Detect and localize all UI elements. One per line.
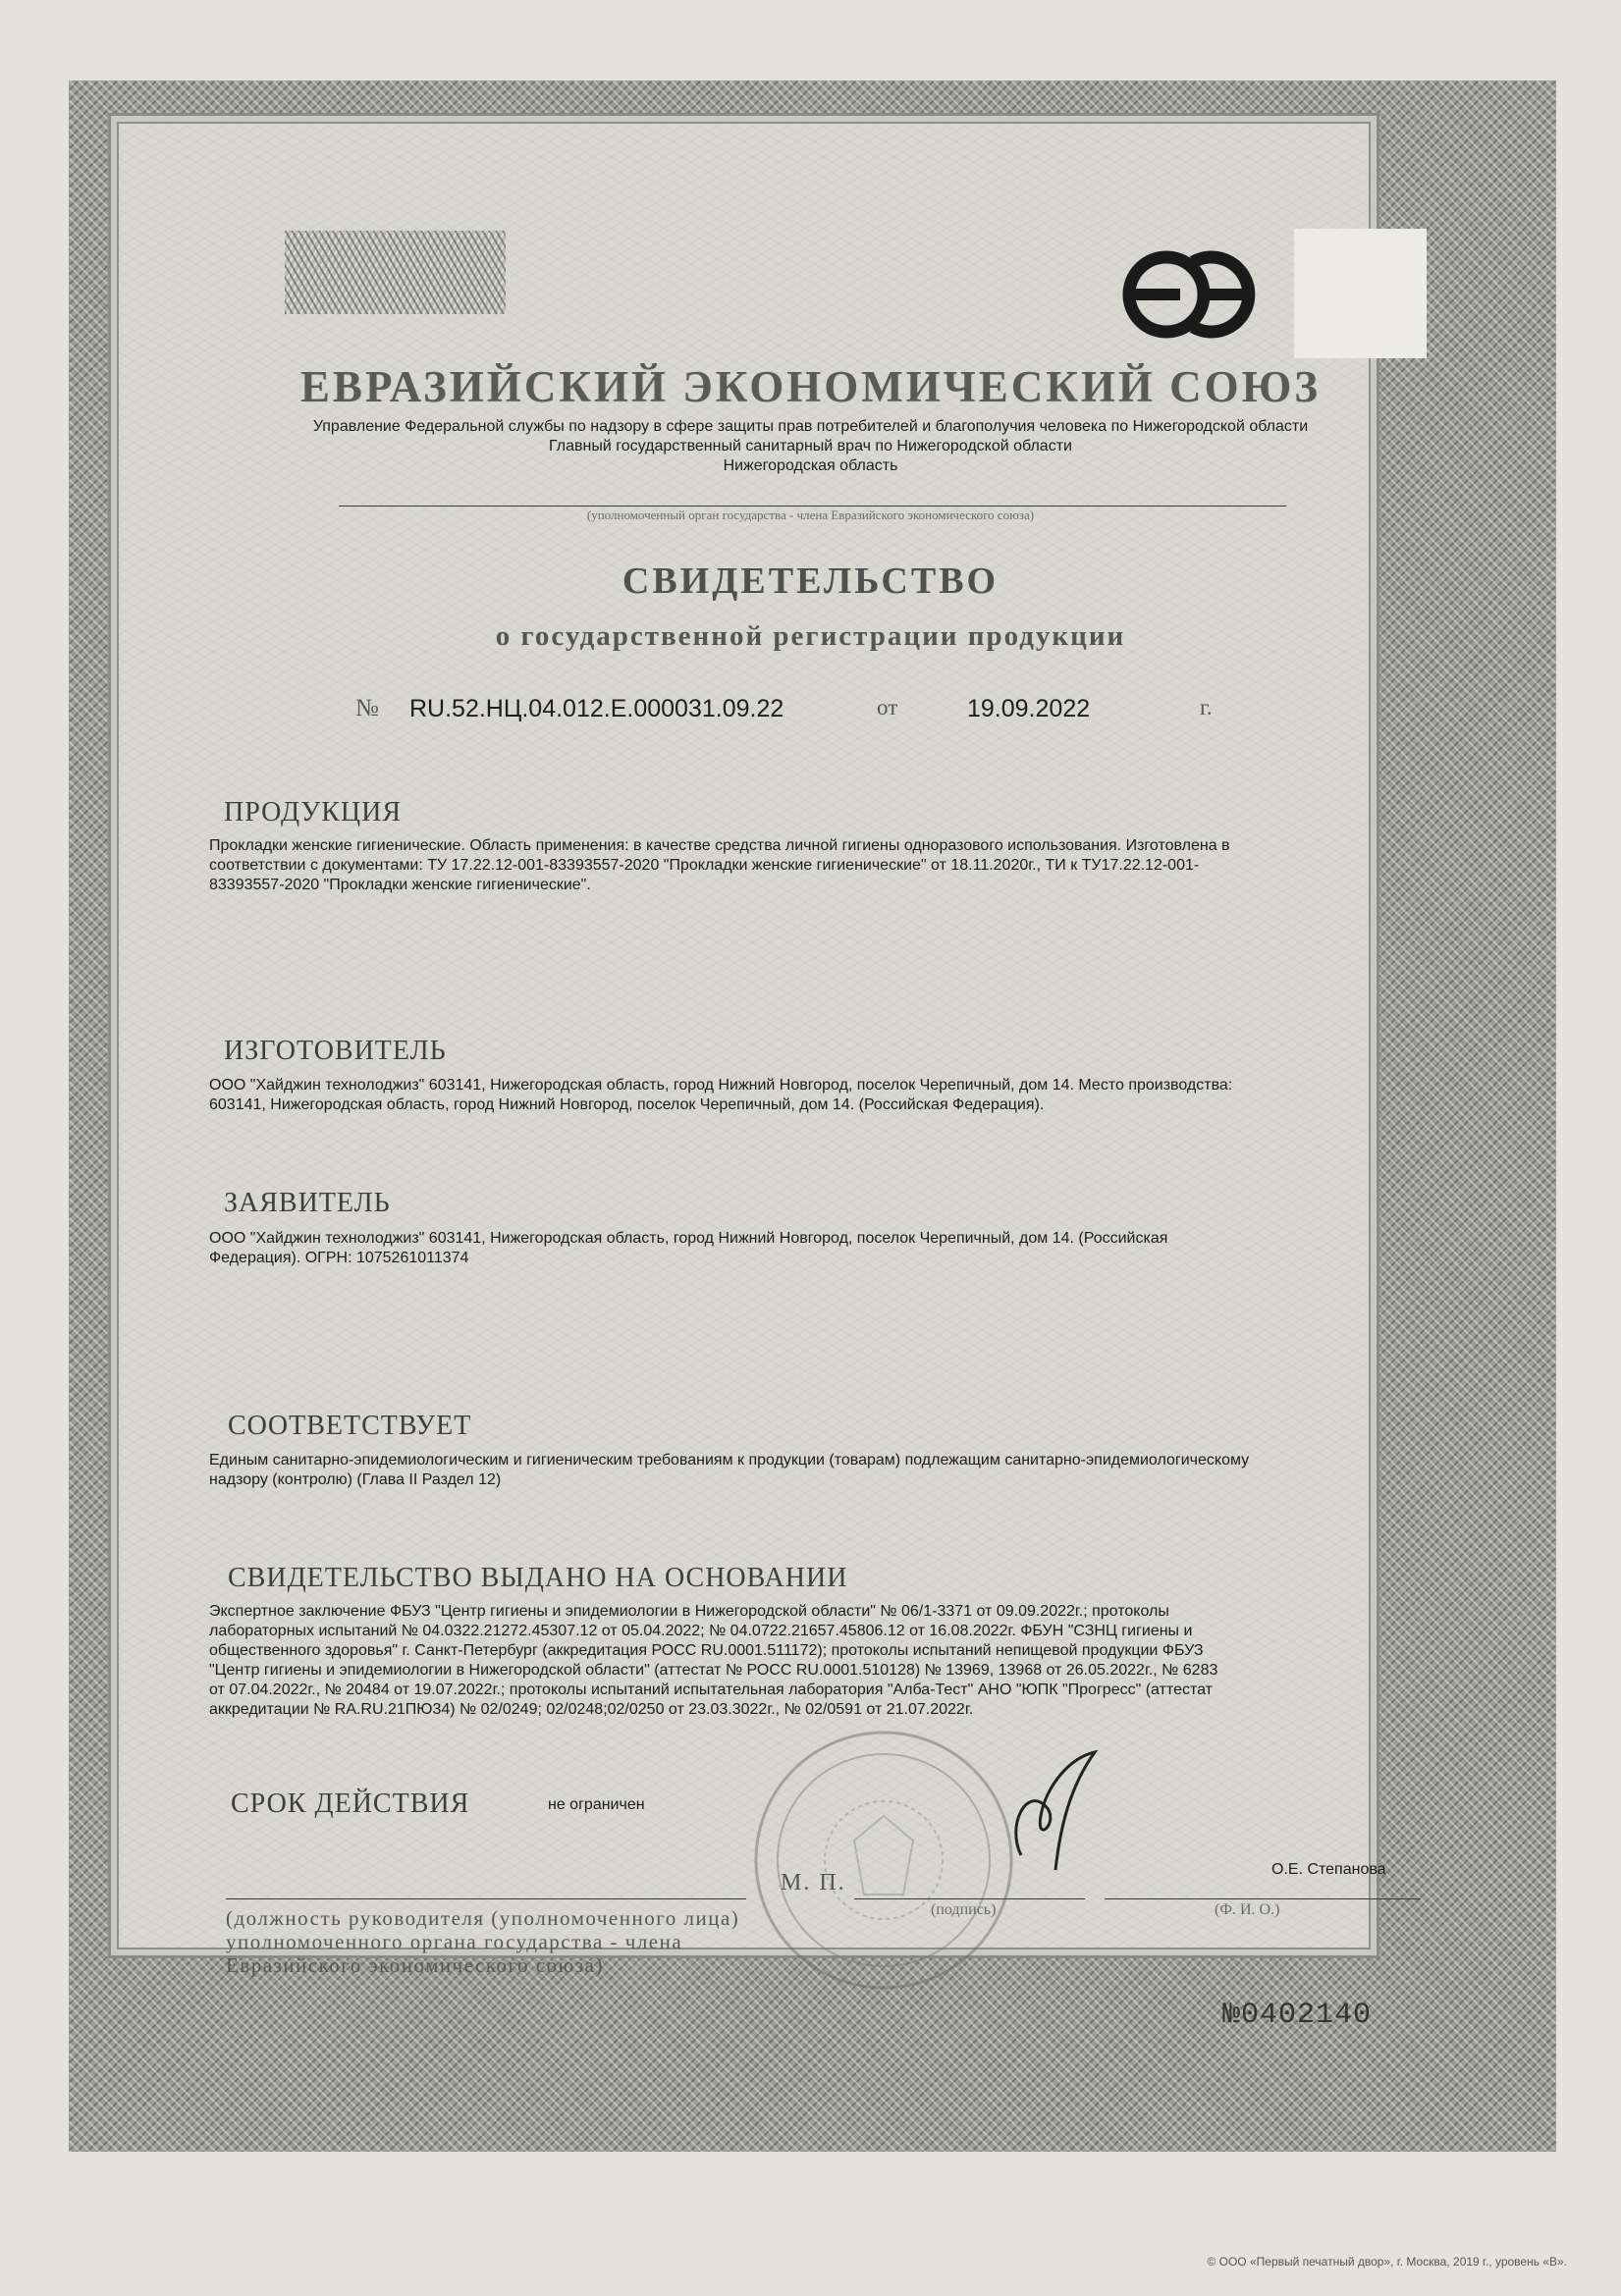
manufacturer-text xyxy=(209,1076,1432,1115)
name-caption: (Ф. И. О.) xyxy=(1215,1901,1280,1918)
authority-line: Нижегородская область xyxy=(723,457,898,474)
position-caption: (должность руководителя (уполномоченного лица) уполномоченного органа государства - члена Евразийского экономического союза) xyxy=(226,1906,740,1977)
manufacturer-heading: ИЗГОТОВИТЕЛЬ xyxy=(224,1036,447,1066)
conforms-heading: СООТВЕТСТВУЕТ xyxy=(228,1411,472,1441)
position-line xyxy=(226,1898,746,1899)
handwritten-signature-icon xyxy=(1001,1747,1109,1875)
number-sign: № xyxy=(355,695,379,721)
basis-line: от 07.04.2022г., № 20484 от 19.07.2022г.; протоколы испытаний испытательная лаборатория "Алба-Тест" АНО "ЮПК "Прогресс" (аттестат xyxy=(209,1682,1213,1698)
authority-line: Главный государственный санитарный врач по Нижегородской области xyxy=(549,438,1072,454)
basis-heading: СВИДЕТЕЛЬСТВО ВЫДАНО НА ОСНОВАНИИ xyxy=(228,1563,848,1593)
union-title: ЕВРАЗИЙСКИЙ ЭКОНОМИЧЕСКИЙ СОЮЗ xyxy=(299,362,1322,411)
validity-heading: СРОК ДЕЙСТВИЯ xyxy=(231,1789,470,1819)
basis-line: Экспертное заключение ФБУЗ "Центр гигиены и эпидемиологии в Нижегородской области" № 06/1-3371 от 09.09.2022г.; протоколы xyxy=(209,1603,1169,1620)
applicant-text xyxy=(209,1229,1432,1268)
official-seal-icon xyxy=(746,1723,1021,1998)
printer-footer: © ООО «Первый печатный двор», г. Москва, 2019 г., уровень «В». xyxy=(1207,2255,1567,2269)
eac-logo-icon xyxy=(1119,240,1267,348)
manufacturer-line: ООО "Хайджин технолоджиз" 603141, Нижегородская область, город Нижний Новгород, поселок Черепичный, дом 14. Место производства: xyxy=(209,1077,1233,1094)
product-heading: ПРОДУКЦИЯ xyxy=(224,797,403,828)
signature-caption: (подпись) xyxy=(931,1901,997,1918)
basis-text xyxy=(209,1602,1432,1720)
date-from-word: от xyxy=(877,695,898,720)
validity-value: не ограничен xyxy=(548,1796,645,1813)
manufacturer-line: 603141, Нижегородская область, город Нижний Новгород, поселок Черепичный, дом 14. (Российская Федерация). xyxy=(209,1096,1045,1113)
stamp-place-label: М. П. xyxy=(781,1870,846,1896)
certificate-number: RU.52.НЦ.04.012.Е.000031.09.22 xyxy=(409,695,784,722)
applicant-line: ООО "Хайджин технолоджиз" 603141, Нижегородская область, город Нижний Новгород, поселок Черепичный, дом 14. (Российская xyxy=(209,1230,1168,1247)
basis-line: аккредитации № RA.RU.21ПЮ34) № 02/0249; 02/0248;02/0250 от 23.03.3022г., № 02/0591 от 21.07.2022г. xyxy=(209,1701,974,1718)
product-text xyxy=(209,836,1432,895)
blank-patch xyxy=(1294,229,1427,358)
conforms-text xyxy=(209,1451,1432,1490)
issuing-authority xyxy=(0,417,1621,476)
year-word: г. xyxy=(1200,695,1213,720)
conforms-line: надзору (контролю) (Глава II Раздел 12) xyxy=(209,1471,502,1488)
basis-line: лабораторных испытаний № 04.0322.21272.45307.12 от 05.04.2022; № 04.0722.21657.45806.12 от 16.08.2022г. ФБУН "СЗНЦ гигиены и xyxy=(209,1623,1193,1639)
basis-line: "Центр гигиены и эпидемиологии в Нижегородской области" (аттестат № РОСС RU.0001.510128) № 13969, 13968 от 26.05.2022г., № 6283 xyxy=(209,1662,1218,1679)
certificate-subtitle: о государственной регистрации продукции xyxy=(495,620,1126,652)
authority-line: Управление Федеральной службы по надзору в сфере защиты прав потребителей и благополучия человека по Нижегородской области xyxy=(312,418,1309,435)
security-hologram xyxy=(285,231,506,314)
name-line xyxy=(1105,1898,1421,1899)
certificate-title: СВИДЕТЕЛЬСТВО xyxy=(621,561,1000,602)
certificate-date: 19.09.2022 xyxy=(967,695,1091,722)
authority-rule xyxy=(339,506,1286,507)
signatory-name: О.Е. Степанова xyxy=(1271,1861,1386,1878)
basis-line: общественного здоровья" г. Санкт-Петербург (аккредитация РОСС RU.0001.511172); протоколы испытаний непищевой продукции ФБУЗ xyxy=(209,1642,1204,1659)
applicant-heading: ЗАЯВИТЕЛЬ xyxy=(224,1188,391,1218)
applicant-line: Федерация). ОГРН: 1075261011374 xyxy=(209,1250,469,1266)
signature-line xyxy=(854,1898,1085,1899)
form-serial-number: №0402140 xyxy=(1222,1999,1373,2032)
conforms-line: Единым санитарно-эпидемиологическим и гигиеническим требованиям к продукции (товарам) подлежащим санитарно-эпидемиологическому xyxy=(209,1452,1250,1468)
product-line: 83393557-2020 "Прокладки женские гигиенические". xyxy=(209,877,591,893)
product-line: Прокладки женские гигиенические. Область применения: в качестве средства личной гигиены одноразового использования. Изготовлена в xyxy=(209,837,1230,854)
product-line: соответствии с документами: ТУ 17.22.12-001-83393557-2020 "Прокладки женские гигиенические" от 18.11.2020г., ТИ к ТУ17.22.12-001- xyxy=(209,857,1200,874)
authority-caption: (уполномоченный орган государства - члена Евразийского экономического союза) xyxy=(586,507,1035,522)
